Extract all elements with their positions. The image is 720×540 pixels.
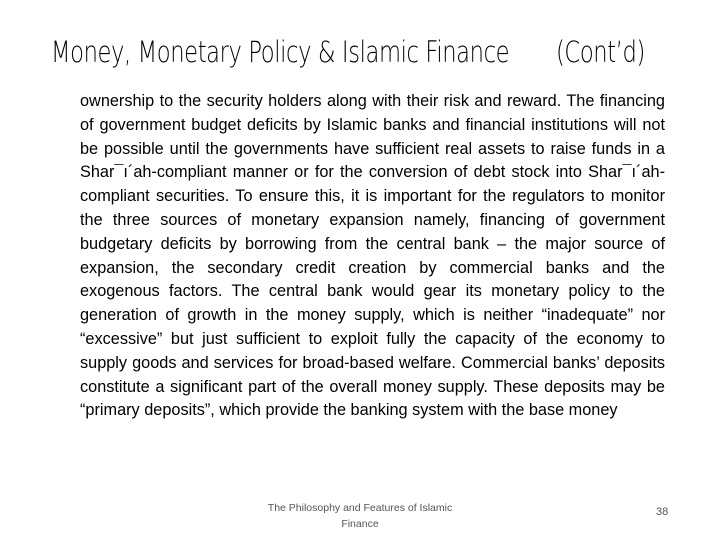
title-continued: (Cont’d) [556, 35, 645, 69]
title-main: Money, Monetary Policy & Islamic Finance [51, 35, 510, 69]
body-paragraph: ownership to the security holders along with their risk and reward. The financing of government budget deficits by Islamic banks and financial institutions will not be possible until the governments have sufficient real assets to raise funds in a Shar¯ı´ah-compliant manner or for the conversion of debt stock into Shar¯ı´ah-compliant securities. To ensure this, it is important for the regulators to monitor the three sources of monetary expansion namely, financing of government budgetary deficits by borrowing from the central bank – the major source of expansion, the secondary credit creation by commercial banks and the exogenous factors. The central bank would gear its monetary policy to the generation of growth in the money supply, which is neither “inadequate” nor “excessive” but just sufficient to exploit fully the capacity of the economy to supply goods and services for broad-based welfare. Commercial banks’ deposits constitute a significant part of the overall money supply. These deposits may be “primary deposits”, which provide the banking system with the base money [80, 92, 665, 420]
page-number: 38 [656, 506, 669, 518]
slide-title [0, 34, 720, 74]
footer-text: The Philosophy and Features of Islamic Finance [267, 502, 453, 530]
